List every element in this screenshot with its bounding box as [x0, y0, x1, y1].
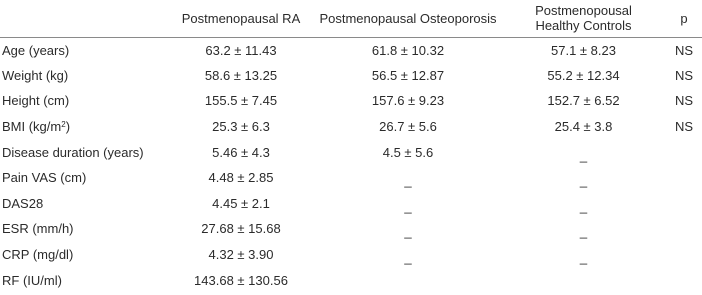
- cell-op: [315, 216, 501, 242]
- table-row: [0, 114, 702, 140]
- row-label: ESR (mm/h): [2, 221, 74, 237]
- table-row: [0, 37, 702, 63]
- cell-ra: 155.5 ± 7.45: [204, 93, 278, 109]
- table-row: [0, 267, 702, 293]
- dash-placeholder: _: [579, 224, 588, 240]
- cell-ra: 63.2 ± 11.43: [205, 42, 277, 58]
- cell-p: NS: [674, 119, 694, 135]
- table-row: [0, 165, 702, 191]
- header-healthy-controls: [501, 0, 666, 37]
- cell-p: NS: [674, 93, 694, 109]
- row-label: Height (cm): [2, 93, 70, 109]
- row-label: CRP (mg/dl): [2, 247, 74, 263]
- cell-op: [315, 267, 501, 293]
- cell-hc: [501, 216, 666, 242]
- cell-hc: [501, 139, 666, 165]
- dash-placeholder: _: [404, 224, 412, 240]
- row-label: Weight (kg): [2, 67, 69, 83]
- dash-placeholder: _: [404, 250, 412, 266]
- cell-op: [315, 191, 501, 217]
- table-row: [0, 88, 702, 114]
- cell-p: NS: [674, 42, 694, 58]
- row-label-text: BMI (kg/m: [2, 119, 62, 135]
- table-row: [0, 216, 702, 242]
- header-postmenopausal-osteoporosis: Postmenopausal Osteoporosis: [315, 0, 501, 37]
- header-postmenopausal-ra: Postmenopausal RA: [167, 0, 315, 37]
- row-label: Pain VAS (cm): [2, 170, 87, 186]
- table-body: [0, 37, 702, 293]
- cell-op: 4.5 ± 5.6: [382, 144, 434, 160]
- row-label-end: ): [65, 119, 71, 135]
- cell-hc: 152.7 ± 6.52: [547, 93, 620, 109]
- cell-op: [315, 165, 501, 191]
- row-label: DAS28: [2, 195, 44, 211]
- header-p: p: [666, 0, 702, 37]
- cell-op: 157.6 ± 9.23: [371, 93, 445, 109]
- dash-placeholder: _: [579, 147, 588, 163]
- cell-p: [666, 139, 702, 165]
- header-healthy-controls-line1: Postmenopousal: [535, 3, 632, 19]
- dash-placeholder: _: [579, 198, 588, 214]
- cell-p: [666, 191, 702, 217]
- cell-p: [666, 242, 702, 268]
- header-empty: [0, 0, 167, 37]
- table-row: [0, 242, 702, 268]
- superscript: 2: [61, 120, 66, 130]
- dash-placeholder: _: [579, 250, 588, 266]
- cell-hc: 55.2 ± 12.34: [547, 67, 620, 83]
- cell-ra: 5.46 ± 4.3: [212, 144, 270, 160]
- row-label: Age (years): [2, 42, 70, 58]
- table-row: [0, 139, 702, 165]
- cell-op: 56.5 ± 12.87: [371, 67, 445, 83]
- header-healthy-controls-line2: Healthy Controls: [535, 18, 632, 34]
- table-header: [0, 0, 702, 37]
- cell-ra: 4.48 ± 2.85: [208, 170, 274, 186]
- dash-placeholder: _: [404, 198, 412, 214]
- cell-op: 26.7 ± 5.6: [379, 119, 437, 135]
- cell-op: [315, 242, 501, 268]
- cell-ra: 4.32 ± 3.90: [208, 247, 274, 263]
- row-label: RF (IU/ml): [2, 272, 62, 288]
- cell-p: [666, 267, 702, 293]
- row-label: Disease duration (years): [2, 144, 144, 160]
- cell-hc: [501, 165, 666, 191]
- cell-op: 61.8 ± 10.32: [371, 42, 445, 58]
- cell-hc: 57.1 ± 8.23: [551, 42, 616, 58]
- cell-hc: [501, 242, 666, 268]
- cell-ra: 58.6 ± 13.25: [204, 67, 278, 83]
- dash-placeholder: _: [404, 173, 412, 189]
- dash-placeholder: _: [579, 173, 588, 189]
- cell-p: [666, 216, 702, 242]
- cell-ra: 4.45 ± 2.1: [212, 195, 270, 211]
- table-row: [0, 63, 702, 89]
- cell-hc: [501, 267, 666, 293]
- cell-hc: [501, 191, 666, 217]
- table-row: [0, 191, 702, 217]
- cell-ra: 25.3 ± 6.3: [212, 119, 270, 135]
- cell-p: NS: [674, 67, 694, 83]
- cell-ra: 27.68 ± 15.68: [201, 221, 281, 237]
- cell-hc: 25.4 ± 3.8: [554, 119, 613, 135]
- cell-ra: 143.68 ± 130.56: [194, 272, 288, 288]
- cell-p: [666, 165, 702, 191]
- row-label: [0, 114, 167, 140]
- header-row: [0, 0, 702, 37]
